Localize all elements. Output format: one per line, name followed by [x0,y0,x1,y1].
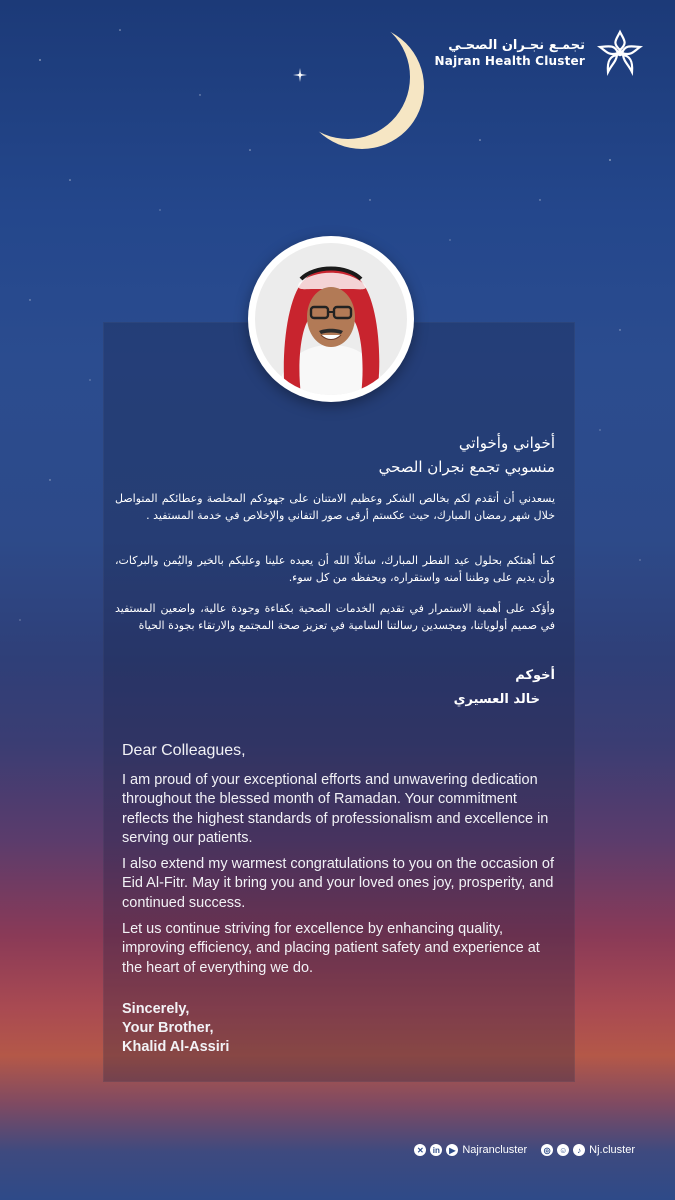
portrait-frame [248,236,414,402]
tiktok-icon[interactable]: ♪ [573,1144,585,1156]
english-paragraph-2: I also extend my warmest congratulations to you on the occasion of Eid Al-Fitr. May it bring you and your loved ones joy, prosperity, and continued success. [122,856,555,911]
arabic-paragraph-3: وأؤكد على أهمية الاستمرار في تقديم الخدمات الصحية بكفاءة وجودة عالية، واضعين المستفيد في صميم أولوياتنا، ومجسدين رسالتنا السامية في تعزيز صحة المجتمع والارتقاء بجودة الحياة [115,602,555,633]
x-icon[interactable]: ✕ [414,1144,426,1156]
portrait-photo [255,243,407,395]
arabic-signature-name: خالد العسيري [453,692,540,707]
english-paragraph-3: Let us continue striving for excellence by enhancing quality, improving efficiency, and placing patient safety and experience at the heart of everything we do. [122,921,540,976]
english-signature [122,1000,562,1057]
english-signature-name: Khalid Al-Assiri [122,1038,230,1055]
arabic-signoff: أخوكم [515,668,555,683]
linkedin-icon[interactable]: in [430,1144,442,1156]
snapchat-icon[interactable]: ☺ [559,1145,568,1155]
english-brother-line: Your Brother, [122,1019,214,1036]
brand-name-arabic: تجمـع نجـران الصحـي [448,38,585,53]
social-group-1[interactable] [414,1144,527,1156]
social-handle-2[interactable]: Nj.cluster [589,1144,635,1156]
social-handle-1[interactable]: Najrancluster [462,1144,528,1156]
english-paragraph-1: I am proud of your exceptional efforts and unwavering dedication throughout the blessed month of Ramadan. Your commitment reflects the highest standards of professionalism and excellence in serving our patients. [122,772,549,847]
arabic-greeting-2: منسوبي تجمع نجران الصحي [378,458,555,476]
english-greeting: Dear Colleagues, [122,742,246,759]
brand-name-english: Najran Health Cluster [434,53,585,68]
youtube-icon[interactable]: ▶ [446,1144,458,1156]
brand-header [435,28,645,78]
arabic-paragraph-2: كما أهنئكم بحلول عيد الفطر المبارك، سائلًا الله أن يعيده علينا وعليكم بالخير واليُمن والبركات، وأن يديم على وطننا أمنه واستقراره، ويحفظه من كل سوء. [115,554,555,585]
crescent-moon-icon [290,25,430,165]
instagram-icon[interactable]: ◎ [541,1144,553,1156]
english-signoff: Sincerely, [122,1001,190,1017]
social-group-2[interactable] [541,1144,635,1156]
arabic-paragraph-1: يسعدني أن أتقدم لكم بخالص الشكر وعظيم الامتنان على جهودكم المخلصة وعطائكم المتواصل خلال شهر رمضان المبارك، حيث عكستم أرقى صور التفاني والإخلاص في خدمة المستفيد . [115,492,555,523]
social-footer [414,1144,635,1156]
arabic-greeting-1: أخواني وأخواتي [458,434,555,452]
flower-star-logo-icon [595,28,645,78]
